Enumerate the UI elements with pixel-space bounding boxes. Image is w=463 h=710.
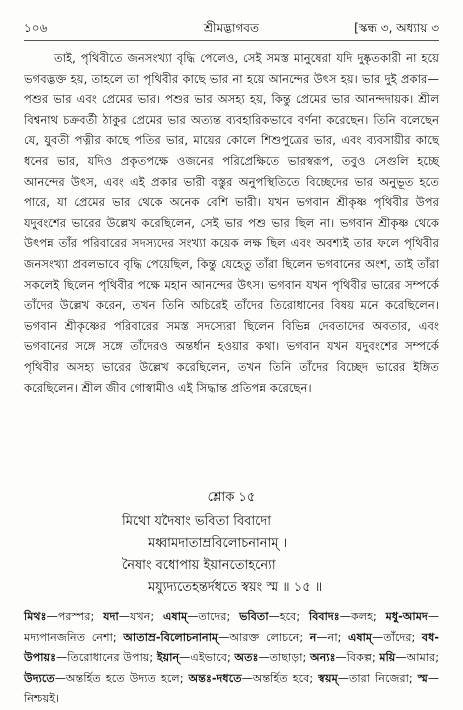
synonym-pair: আতাম্র-বিলোচনানাম্—আরক্ত লোচনে; (123, 630, 310, 644)
page-header (24, 18, 439, 38)
synonym-meaning: বিকল্প (346, 651, 372, 665)
synonym-meaning: হবে (279, 610, 297, 623)
synonym-meaning: তাছাড়া (269, 651, 303, 665)
synonym-word: এষাম্ (163, 610, 188, 623)
synonym-pair: উদ্যতে—অন্তর্হিত হতে উদ্যত হলে; (24, 671, 189, 685)
verse-line: ময্যুদ্যতেহন্তর্দধতে স্বয়ং স্ম ॥ ১৫ ॥ (148, 580, 323, 595)
synonym-meaning: অন্তর্হিত হবে (252, 671, 310, 685)
synonym-word: অন্তঃ-দধতে (188, 671, 242, 685)
synonym-word: মিথঃ (24, 610, 47, 623)
synonym-word: বধ-উপায়ঃ (24, 630, 440, 665)
synonym-meaning: তারা নিজেরা (348, 671, 409, 685)
header-rule (24, 40, 439, 41)
purport-body (24, 48, 439, 398)
synonym-word: যদা (103, 610, 119, 623)
synonym-word: স্বয়ম্ (318, 671, 338, 685)
synonym-pair: স্বয়ম্—তারা নিজেরা; (318, 671, 418, 685)
synonym-pair: অন্যঃ—বিকল্প; (309, 651, 380, 665)
synonym-word: ভবিতা (239, 610, 269, 623)
synonym-pair: স্ম—নিশ্চয়ই। (24, 671, 440, 706)
verse-line: মিথো যদৈষাং ভবিতা বিবাদো (122, 514, 272, 529)
section-label: [স্কন্ধ ৩, অধ্যায় ৩ (354, 21, 439, 35)
synonym-word: মধু-আমদ (385, 610, 428, 623)
synonym-meaning: কলহ (350, 610, 373, 623)
synonym-word: বিবাদঃ (309, 610, 340, 623)
synonym-pair: মধু-আমদ—মদ্যপানজনিত নেশা; (24, 610, 440, 644)
synonym-meaning: মদ্যপানজনিত নেশা (24, 630, 113, 644)
synonym-meaning: পরস্পর (57, 610, 91, 623)
synonym-word: অন্যঃ (309, 651, 336, 665)
synonym-meaning: না (327, 630, 338, 644)
synonym-pair: এষাম্—তাঁদের; (347, 630, 422, 644)
synonym-word: আতাম্র-বিলোচনানাম্ (123, 630, 219, 644)
synonym-pair: ভবিতা—হবে; (239, 610, 309, 623)
page-number: ১০৬ (24, 21, 48, 35)
synonym-meaning: যখন (129, 610, 151, 623)
synonym-pair: বধ-উপায়ঃ—তিরোধানের উপায়; (24, 630, 440, 665)
synonym-pair: অন্তঃ-দধতে—অন্তর্হিত হবে; (188, 671, 319, 685)
synonym-word: উদ্যতে (24, 671, 55, 685)
synonym-pair: যদা—যখন; (103, 610, 164, 623)
synonym-word: ময়ি (379, 651, 396, 665)
synonym-meaning: তিরোধানের উপায় (67, 651, 150, 665)
verse-text (0, 511, 463, 599)
synonym-pair: মিথঃ—পরস্পর; (24, 610, 104, 623)
purport-paragraph: তাই, পৃথিবীতে জনসংখ্যা বৃদ্ধি পেলেও, সেই সমস্ত মানুষেরা যদি দুষ্কৃতকারী না হয়ে ভগবদ্ভক্ত হয়, তাহলে তা পৃথিবীর কাছে ভার না হয়ে আনন্দের উৎস হয়। ভার দুই প্রকার—পশুর ভার এবং প্রেমের ভার। পশুর ভার অসহ্য হয়, কিন্তু প্রেমের ভার আনন্দদায়ক। শ্রীল বিশ্বনাথ চক্রবর্তী ঠাকুর প্রেমের ভার অত্যন্ত ব্যবহারিকভাবে বর্ণনা করেছেন। তিনি বলেছেন যে, যুবতী পত্নীর কাছে পতির ভার, মায়ের কোলে শিশুপুত্রের ভার, এবং ব্যবসায়ীর কাছে ধনের ভার, যদিও প্রকৃতপক্ষে ওজনের পরিপ্রেক্ষিতে ভারস্বরূপ, তবুও সেগুলি হচ্ছে আনন্দের উৎস, এবং এই প্রকার ভারী বস্তুর অনুপস্থিতিতে বিচ্ছেদের ভার অনুভূত হতে পারে, যা প্রেমের ভার থেকে অনেক বেশি ভারী। যখন ভগবান শ্রীকৃষ্ণ পৃথিবীর উপর যদুবংশের ভারের উল্লেখ করেছিলেন, সেই ভার পশু ভার ছিল না। ভগবান শ্রীকৃষ্ণ থেকে উৎপন্ন তাঁর পরিবারের সদস্যদের সংখ্যা কয়েক লক্ষ ছিল এবং অবশ্যই তার ফলে পৃথিবীর জনসংখ্যা প্রবলভাবে বৃদ্ধি পেয়েছিল, কিন্তু যেহেতু তাঁরা ছিলেন ভগবানের অংশ, তাই তাঁরা সকলেই ছিলেন পৃথিবীর পক্ষে মহান আনন্দের উৎস। ভগবান যখন পৃথিবীর ভারের সম্পর্কে তাঁদের উল্লেখ করেন, তখন তিনি অচিরেই তাঁদের তিরোধানের বিষয় মনে করেছিলেন। ভগবান শ্রীকৃষ্ণের পরিবারের সমস্ত সদস্যেরা ছিলেন বিভিন্ন দেবতাদের অবতার, এবং ভগবানের সঙ্গে সঙ্গে তাঁদেরও অন্তর্ধান হওয়ার কথা। ভগবান যখন যদুবংশের সম্পর্কে পৃথিবীর অসহ্য ভারের উল্লেখ করেছিলেন, তখন তিনি তাঁদের বিচ্ছেদ ভারের ইঙ্গিত করেছিলেন। শ্রীল জীব গোস্বামীও এই সিদ্ধান্ত প্রতিপন্ন করেছেন। (24, 51, 439, 395)
synonym-pair: ন—না; (309, 630, 348, 644)
synonym-word: এষাম্ (347, 630, 373, 644)
book-title: শ্রীমদ্ভাগবত (203, 21, 259, 35)
verse-heading: শ্লোক ১৫ (207, 490, 256, 505)
synonym-word: অতঃ (234, 651, 259, 665)
verse-line: মধ্বামদাতাম্রবিলোচনানাম্ । (148, 536, 288, 551)
synonym-word: ন (309, 630, 317, 644)
synonym-meaning: তাদের (198, 610, 227, 623)
synonym-pair: বিবাদঃ—কলহ; (309, 610, 386, 623)
synonym-meaning: এইভাবে (190, 651, 227, 665)
synonym-pair: ময়ি—আমার; (379, 651, 440, 665)
synonym-meaning: অন্তর্হিত হতে উদ্যত হলে (65, 671, 180, 685)
synonym-meaning: নিশ্চয়ই (24, 692, 56, 706)
synonym-pair: অতঃ—তাছাড়া; (234, 651, 310, 665)
synonym-meaning: আরক্ত লোচনে (229, 630, 300, 644)
synonym-meaning: তাঁদের (383, 630, 412, 644)
synonym-pair: এষাম্—তাদের; (163, 610, 240, 623)
verse-line: নৈষাং বধোপায় ইয়ানতোহন্যো (122, 558, 276, 573)
synonym-word: স্ম (417, 671, 428, 685)
synonym-pair: ইয়ান্—এইভাবে; (156, 651, 235, 665)
synonym-meaning: আমার (406, 651, 436, 665)
synonym-word: ইয়ান্ (156, 651, 180, 665)
synonyms-block (24, 607, 439, 710)
